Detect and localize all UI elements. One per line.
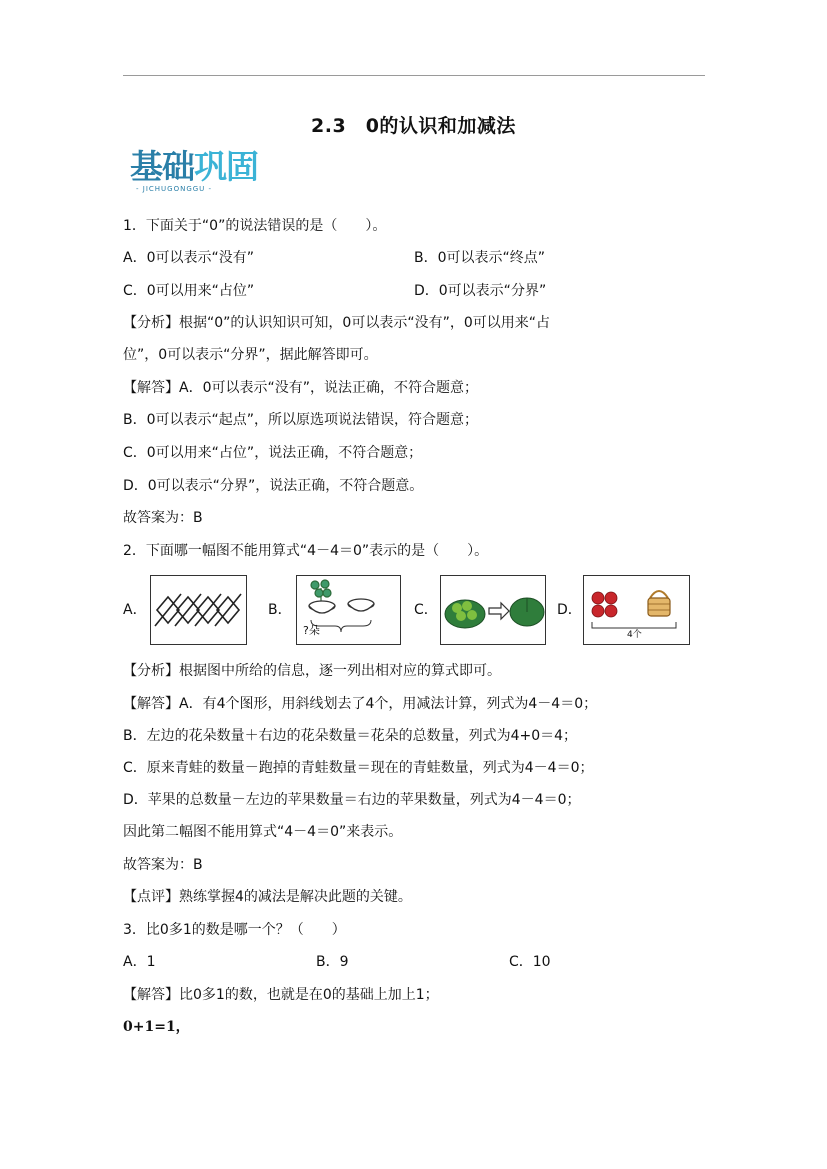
q2-image-label-a: A． [123, 602, 147, 618]
q1-answer: 故答案为：B [123, 510, 203, 526]
q2-analysis: 【分析】根据图中所给的信息，逐一列出相对应的算式即可。 [123, 663, 501, 679]
q1-solution-c: C．0可以用来“占位”，说法正确，不符合题意； [123, 445, 423, 461]
q2-comment: 【点评】熟练掌握4的减法是解决此题的关键。 [123, 889, 412, 905]
q2-solution-a: 【解答】A．有4个图形，用斜线划去了4个，用减法计算，列式为4－4＝0； [123, 696, 598, 712]
header-rule [123, 75, 705, 76]
q2-image-label-c: C． [414, 602, 438, 618]
page-title: 2.3 0的认识和加减法 [311, 115, 516, 137]
logo-text: 基础巩固 [130, 147, 258, 186]
frogs-lily-pad-icon [441, 576, 545, 644]
q2-image-b-caption: ?朵 [303, 624, 320, 637]
q2-solution-c: C．原来青蛙的数量－跑掉的青蛙数量＝现在的青蛙数量，列式为4－4＝0； [123, 760, 594, 776]
q2-solution-b: B．左边的花朵数量＋右边的花朵数量＝花朵的总数量，列式为4+0＝4； [123, 728, 578, 744]
q1-option-c: C．0可以用来“占位” [123, 283, 255, 299]
q1-analysis: 【分析】根据“0”的认识知识可知，0可以表示“没有”，0可以用来“占 [123, 315, 550, 331]
q1-option-b: B．0可以表示“终点” [414, 250, 546, 266]
q1-analysis-cont: 位”，0可以表示“分界”，据此解答即可。 [123, 347, 378, 363]
q3-stem: 3．比0多1的数是哪一个？（ ） [123, 922, 346, 938]
q2-solution-d: D．苹果的总数量－左边的苹果数量＝右边的苹果数量，列式为4－4＝0； [123, 792, 581, 808]
q2-answer: 故答案为：B [123, 857, 203, 873]
q2-image-label-b: B． [268, 602, 292, 618]
q3-solution: 【解答】比0多1的数，也就是在0的基础上加上1； [123, 987, 439, 1003]
q2-image-label-d: D． [557, 602, 582, 618]
q2-conclusion: 因此第二幅图不能用算式“4－4＝0”来表示。 [123, 824, 403, 840]
q3-option-c: C．10 [509, 954, 551, 970]
q2-image-d [583, 575, 690, 645]
q2-image-a [150, 575, 247, 645]
q3-option-b: B．9 [316, 954, 349, 970]
q1-solution-b: B．0可以表示“起点”，所以原选项说法错误，符合题意； [123, 412, 479, 428]
q2-stem: 2．下面哪一幅图不能用算式“4－4＝0”表示的是（ ）。 [123, 543, 489, 559]
crossed-diamonds-icon [151, 576, 246, 644]
q3-option-a: A．1 [123, 954, 156, 970]
q2-image-d-caption: 4个 [627, 630, 642, 640]
q3-equation: 0+1=1， [123, 1019, 190, 1035]
q1-solution-d: D．0可以表示“分界”，说法正确，不符合题意。 [123, 478, 424, 494]
q1-option-d: D．0可以表示“分界” [414, 283, 547, 299]
q1-solution-a: 【解答】A．0可以表示“没有”，说法正确，不符合题意； [123, 380, 478, 396]
q1-stem: 1．下面关于“0”的说法错误的是（ ）。 [123, 218, 387, 234]
jichu-gonggu-logo [130, 147, 276, 196]
q2-image-c [440, 575, 546, 645]
q1-option-a: A．0可以表示“没有” [123, 250, 254, 266]
logo-subtitle: - JICHUGONGGU - [136, 185, 213, 193]
q2-image-b [296, 575, 401, 645]
